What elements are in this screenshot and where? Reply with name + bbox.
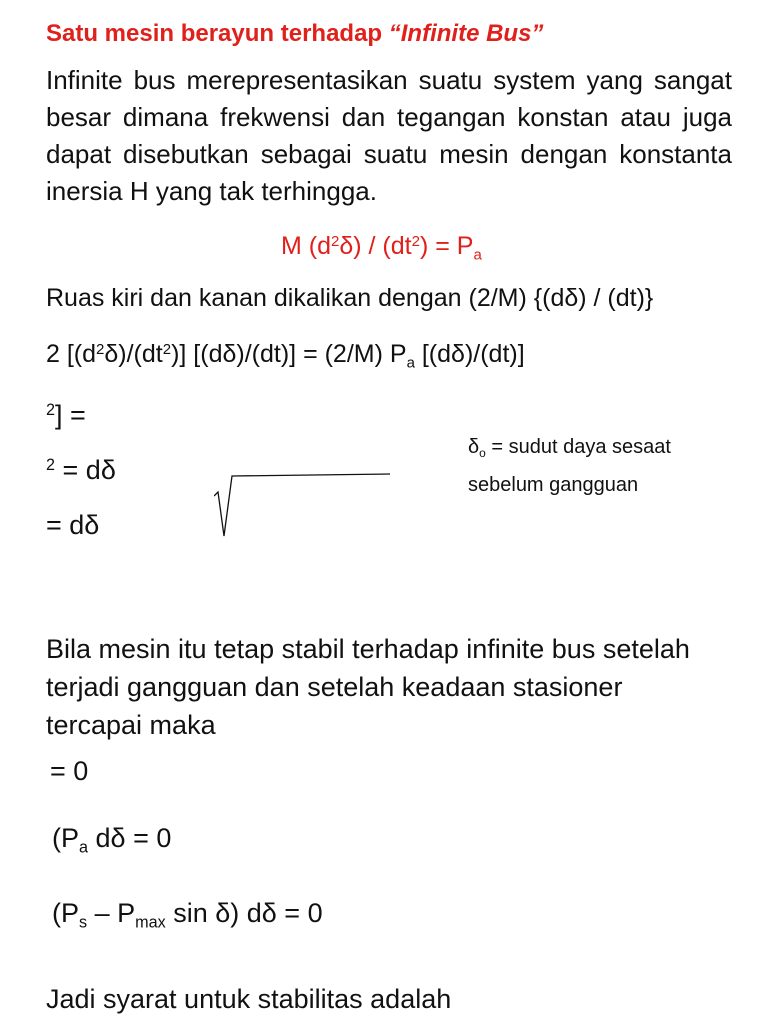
step-squared-bracket: $^2$] = [46, 400, 86, 430]
square-root-sign [214, 466, 394, 542]
intro-paragraph: Infinite bus merepresentasikan suatu system yang sangat besar dimana frekwensi dan tegangan konstan atau juga dapat disebutkan sebagai suatu mesin dengan konstanta inersia H yang tak terhingga. [46, 65, 732, 206]
stability-paragraph: Bila mesin itu tetap stabil terhadap infinite bus setelah terjadi gangguan dan setelah keadaan stasioner tercapai maka [46, 634, 690, 740]
step-integral: = dδ [46, 510, 100, 540]
title-italic: “Infinite Bus” [388, 20, 544, 47]
note-line-1: $\delta_o$ = sudut daya sesaat [468, 436, 671, 461]
conclusion-text: Jadi syarat untuk stabilitas adalah [46, 984, 452, 1014]
slide-title [46, 20, 543, 48]
note-line-2: sebelum gangguan [468, 474, 639, 496]
title-prefix: Satu mesin berayun terhadap [46, 20, 389, 47]
step-multiply: Ruas kiri dan kanan dikalikan dengan (2/M) {(dδ) / (dt)} [46, 284, 654, 312]
swing-equation: M $(d^2\delta) / (dt^2) = P_a$ [281, 232, 482, 264]
result-zero: = 0 [50, 756, 89, 786]
result-pa-integral: ($P_a$ dδ = 0 [52, 823, 172, 857]
step-squared-integral: $^2$ = dδ [46, 455, 116, 485]
delta-note [468, 428, 671, 504]
step-expanded-equation: 2 $[(d^2\delta)/(dt^2)] [(d\delta)/(dt)] = (2/M)$ $P_a$ [(dδ)/(dt)] [46, 340, 525, 372]
result-ps-pmax-integral: ($P_s - P_{max}$ sin δ) dδ = 0 [52, 898, 323, 932]
